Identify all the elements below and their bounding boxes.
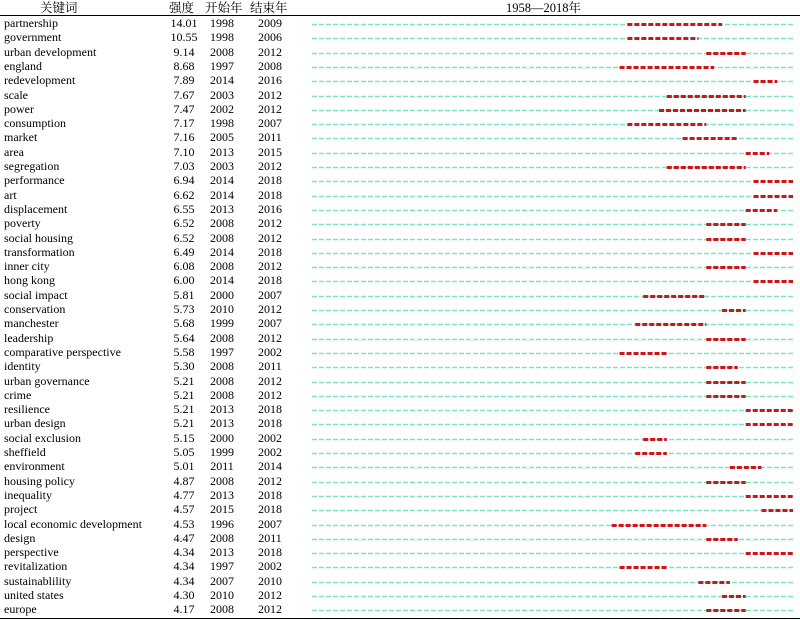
burst-timeline [0,116,800,130]
start-year-cell: 2014 [210,187,234,202]
keyword-cell: design [4,530,36,545]
keyword-cell: sustainablility [4,573,72,588]
end-year-cell: 2018 [258,244,282,259]
burst-timeline [0,73,800,87]
start-year-cell: 2014 [210,73,234,88]
keyword-cell: hong kong [4,273,55,288]
start-year-cell: 2003 [210,87,234,102]
strength-cell: 7.47 [173,101,195,116]
keyword-cell: redevelopment [4,73,76,88]
start-year-cell: 1999 [210,316,234,331]
burst-timeline [0,173,800,187]
end-year-cell: 2012 [258,588,282,602]
table-row [0,431,800,445]
start-year-cell: 1996 [210,516,234,531]
start-year-cell: 2013 [210,416,234,431]
table-row [0,116,800,130]
start-year-cell: 2003 [210,159,234,173]
start-year-cell: 2008 [210,387,234,402]
strength-cell: 5.21 [173,387,195,402]
end-year-cell: 2002 [258,344,282,359]
burst-timeline [0,502,800,516]
burst-timeline [0,374,800,388]
strength-cell: 4.53 [173,516,195,531]
end-year-cell: 2012 [258,159,282,173]
burst-timeline [0,159,800,173]
header-end-year: 结束年 [250,1,288,15]
table-row [0,359,800,373]
end-year-cell: 2018 [258,416,282,431]
end-year-cell: 2012 [258,230,282,245]
start-year-cell: 2008 [210,530,234,545]
end-year-cell: 2018 [258,502,282,517]
keyword-cell: social exclusion [4,430,81,445]
keyword-cell: segregation [4,159,60,173]
start-year-cell: 1997 [210,344,234,359]
strength-cell: 6.52 [173,216,195,231]
keyword-cell: identity [4,359,41,374]
burst-timeline [0,231,800,245]
keyword-cell: crime [4,387,32,402]
end-year-cell: 2007 [258,116,282,131]
end-year-cell: 2010 [258,573,282,588]
end-year-cell: 2002 [258,430,282,445]
end-year-cell: 2012 [258,259,282,274]
start-year-cell: 2002 [210,101,234,116]
table-row [0,130,800,144]
burst-timeline [0,102,800,116]
keyword-cell: manchester [4,316,59,331]
burst-timeline [0,245,800,259]
start-year-cell: 2008 [210,373,234,388]
strength-cell: 8.68 [173,58,195,73]
strength-cell: 9.14 [173,44,195,59]
burst-timeline [0,431,800,445]
table-row [0,288,800,302]
start-year-cell: 2008 [210,359,234,374]
keyword-cell: performance [4,173,65,188]
burst-timeline [0,59,800,73]
start-year-cell: 2008 [210,216,234,231]
end-year-cell: 2018 [258,173,282,188]
start-year-cell: 2008 [210,473,234,488]
bottom-rule [0,618,800,619]
strength-cell: 4.57 [173,502,195,517]
strength-cell: 5.81 [173,287,195,302]
burst-timeline [0,145,800,159]
strength-cell: 6.94 [173,173,195,188]
keyword-cell: project [4,502,38,517]
end-year-cell: 2012 [258,101,282,116]
start-year-cell: 2014 [210,173,234,188]
end-year-cell: 2018 [258,487,282,502]
table-row [0,474,800,488]
strength-cell: 7.17 [173,116,195,131]
start-year-cell: 2010 [210,302,234,316]
strength-cell: 5.05 [173,445,195,459]
end-year-cell: 2014 [258,459,282,474]
table-row [0,16,800,30]
keyword-cell: environment [4,459,65,474]
burst-timeline [0,216,800,230]
end-year-cell: 2011 [258,130,282,145]
keyword-cell: leadership [4,330,54,345]
strength-cell: 5.68 [173,316,195,331]
keyword-cell: government [4,30,62,45]
keyword-cell: sheffield [4,445,46,459]
table-row [0,488,800,502]
burst-timeline [0,459,800,473]
burst-timeline [0,517,800,531]
header-keyword: 关键词 [40,1,78,15]
end-year-cell: 2012 [258,373,282,388]
start-year-cell: 1997 [210,559,234,574]
keyword-cell: power [4,101,34,116]
strength-cell: 5.73 [173,302,195,316]
start-year-cell: 2000 [210,430,234,445]
keyword-cell: europe [4,602,37,617]
keyword-cell: market [4,130,38,145]
header-timeline: 1958—2018年 [506,1,582,15]
strength-cell: 14.01 [170,16,198,30]
strength-cell: 4.17 [173,602,195,617]
keyword-cell: social impact [4,287,68,302]
keyword-cell: inner city [4,259,50,274]
strength-cell: 5.01 [173,459,195,474]
end-year-cell: 2011 [258,359,282,374]
burst-timeline [0,359,800,373]
keyword-cell: scale [4,87,28,102]
burst-timeline [0,16,800,30]
strength-cell: 4.34 [173,545,195,560]
strength-cell: 5.30 [173,359,195,374]
burst-timeline [0,302,800,316]
start-year-cell: 2005 [210,130,234,145]
table-row [0,416,800,430]
end-year-cell: 2006 [258,30,282,45]
start-year-cell: 2007 [210,573,234,588]
burst-timeline [0,202,800,216]
keyword-cell: england [4,58,42,73]
table-row [0,45,800,59]
end-year-cell: 2016 [258,201,282,216]
start-year-cell: 2014 [210,273,234,288]
strength-cell: 4.30 [173,588,195,602]
keyword-cell: perspective [4,545,59,560]
start-year-cell: 2013 [210,487,234,502]
keyword-cell: urban design [4,416,66,431]
start-year-cell: 1998 [210,30,234,45]
end-year-cell: 2007 [258,287,282,302]
strength-cell: 4.34 [173,559,195,574]
strength-cell: 6.52 [173,230,195,245]
keyword-cell: united states [4,588,64,602]
start-year-cell: 2013 [210,402,234,417]
table-row [0,559,800,573]
strength-cell: 4.34 [173,573,195,588]
end-year-cell: 2007 [258,316,282,331]
table-row [0,545,800,559]
burst-timeline [0,545,800,559]
end-year-cell: 2012 [258,44,282,59]
end-year-cell: 2015 [258,144,282,159]
keyword-cell: poverty [4,216,41,231]
table-row [0,59,800,73]
start-year-cell: 2008 [210,259,234,274]
end-year-cell: 2002 [258,445,282,459]
start-year-cell: 2008 [210,44,234,59]
strength-cell: 5.21 [173,416,195,431]
table-row [0,531,800,545]
table-row [0,245,800,259]
strength-cell: 4.87 [173,473,195,488]
table-row [0,588,800,602]
end-year-cell: 2012 [258,330,282,345]
table-row [0,374,800,388]
burst-timeline [0,259,800,273]
keyword-cell: consumption [4,116,66,131]
table-row [0,388,800,402]
table-row [0,402,800,416]
end-year-cell: 2002 [258,559,282,574]
keyword-cell: revitalization [4,559,68,574]
table-row [0,188,800,202]
table-row [0,73,800,87]
keyword-cell: transformation [4,244,75,259]
end-year-cell: 2018 [258,187,282,202]
start-year-cell: 2015 [210,502,234,517]
table-row [0,202,800,216]
keyword-cell: conservation [4,302,66,316]
strength-cell: 7.03 [173,159,195,173]
start-year-cell: 2008 [210,230,234,245]
table-row [0,602,800,616]
strength-cell: 7.10 [173,144,195,159]
table-row [0,30,800,44]
table-row [0,502,800,516]
table-row [0,574,800,588]
burst-timeline [0,474,800,488]
keyword-cell: area [4,144,24,159]
end-year-cell: 2018 [258,273,282,288]
keyword-cell: housing policy [4,473,75,488]
strength-cell: 6.08 [173,259,195,274]
strength-cell: 7.67 [173,87,195,102]
strength-cell: 10.55 [170,30,198,45]
table-row [0,102,800,116]
strength-cell: 7.89 [173,73,195,88]
table-row [0,316,800,330]
strength-cell: 6.49 [173,244,195,259]
start-year-cell: 2010 [210,588,234,602]
burst-timeline [0,388,800,402]
table-row [0,302,800,316]
strength-cell: 5.64 [173,330,195,345]
keyword-cell: partnership [4,16,58,30]
burst-timeline [0,531,800,545]
strength-cell: 6.55 [173,201,195,216]
table-row [0,88,800,102]
strength-cell: 4.47 [173,530,195,545]
table-row [0,173,800,187]
start-year-cell: 2008 [210,602,234,617]
table-row [0,273,800,287]
end-year-cell: 2011 [258,530,282,545]
keyword-cell: art [4,187,17,202]
start-year-cell: 2013 [210,201,234,216]
burst-timeline [0,588,800,602]
strength-cell: 6.00 [173,273,195,288]
header-strength: 强度 [169,1,195,15]
burst-timeline [0,574,800,588]
burst-timeline [0,345,800,359]
table-row [0,159,800,173]
end-year-cell: 2009 [258,16,282,30]
strength-cell: 5.58 [173,344,195,359]
start-year-cell: 2000 [210,287,234,302]
end-year-cell: 2012 [258,87,282,102]
burst-timeline [0,130,800,144]
burst-timeline [0,188,800,202]
start-year-cell: 2011 [210,459,234,474]
burst-timeline [0,602,800,616]
keyword-cell: inequality [4,487,52,502]
burst-timeline [0,45,800,59]
start-year-cell: 2008 [210,330,234,345]
table-row [0,231,800,245]
end-year-cell: 2016 [258,73,282,88]
burst-timeline [0,488,800,502]
end-year-cell: 2018 [258,402,282,417]
burst-timeline [0,316,800,330]
start-year-cell: 2013 [210,545,234,560]
strength-cell: 5.15 [173,430,195,445]
burst-timeline [0,30,800,44]
burst-timeline [0,559,800,573]
table-row [0,145,800,159]
keyword-cell: displacement [4,201,68,216]
keyword-cell: local economic development [4,516,142,531]
table-row [0,259,800,273]
strength-cell: 4.77 [173,487,195,502]
table-row [0,517,800,531]
keyword-cell: comparative perspective [4,344,121,359]
keyword-cell: social housing [4,230,73,245]
table-row [0,459,800,473]
strength-cell: 5.21 [173,402,195,417]
end-year-cell: 2012 [258,602,282,617]
end-year-cell: 2012 [258,302,282,316]
burst-timeline [0,402,800,416]
start-year-cell: 2014 [210,244,234,259]
keyword-cell: urban development [4,44,97,59]
strength-cell: 5.21 [173,373,195,388]
burst-timeline [0,331,800,345]
start-year-cell: 2013 [210,144,234,159]
keyword-cell: urban governance [4,373,90,388]
table-row [0,331,800,345]
burst-timeline [0,88,800,102]
end-year-cell: 2012 [258,216,282,231]
burst-timeline [0,445,800,459]
start-year-cell: 1999 [210,445,234,459]
start-year-cell: 1997 [210,58,234,73]
end-year-cell: 2007 [258,516,282,531]
strength-cell: 7.16 [173,130,195,145]
start-year-cell: 1998 [210,116,234,131]
end-year-cell: 2012 [258,387,282,402]
burst-timeline [0,273,800,287]
header-start-year: 开始年 [205,1,243,15]
burst-timeline [0,416,800,430]
burst-timeline [0,288,800,302]
end-year-cell: 2008 [258,58,282,73]
end-year-cell: 2018 [258,545,282,560]
end-year-cell: 2012 [258,473,282,488]
table-row [0,445,800,459]
strength-cell: 6.62 [173,187,195,202]
table-row [0,345,800,359]
start-year-cell: 1998 [210,16,234,30]
keyword-cell: resilience [4,402,50,417]
table-row [0,216,800,230]
